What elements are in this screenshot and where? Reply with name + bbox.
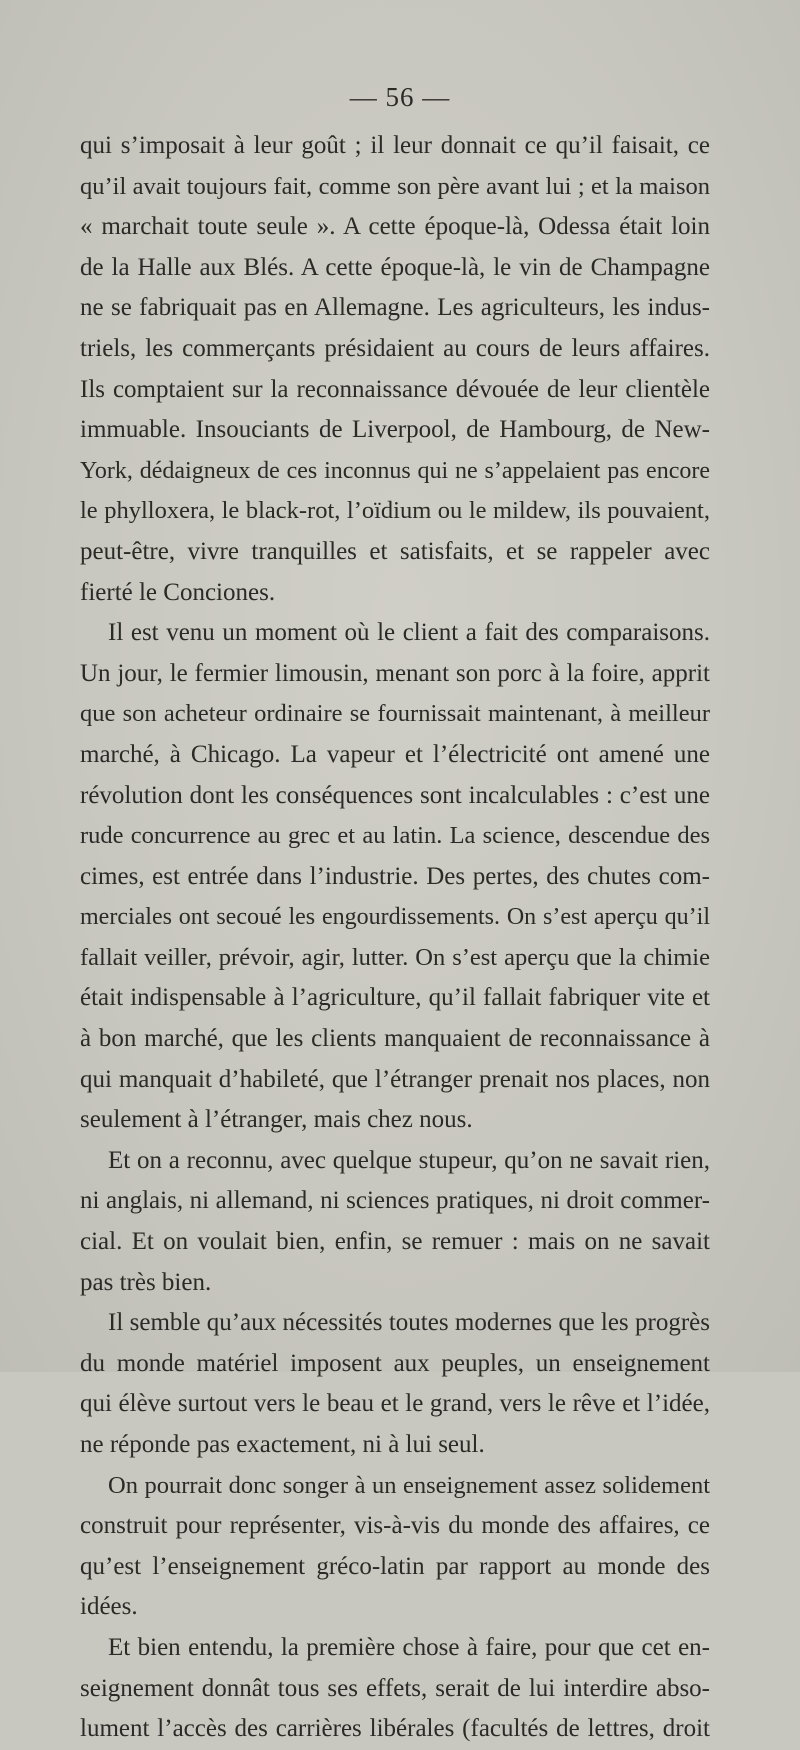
text-line: marché, à Chicago. La vapeur et l’électricité ont amené une (80, 740, 710, 768)
text-line: pas très bien. (80, 1268, 212, 1296)
text-line: fierté le Conciones. (80, 578, 276, 606)
text-line: qui s’imposait à leur goût ; il leur donnait ce qu’il faisait, ce (80, 132, 710, 159)
text-line: Et on a reconnu, avec quelque stupeur, qu’on ne savait rien, (108, 1146, 710, 1174)
text-line: Il est venu un moment où le client a fait des comparaisons. (108, 619, 710, 647)
text-line: qui élève surtout vers le beau et le grand, vers le rêve et l’idée, (80, 1390, 710, 1418)
text-line: était indispensable à l’agriculture, qu’il fallait fabriquer vite et (80, 984, 710, 1012)
page-number: — 56 — (349, 82, 451, 112)
text-line: le phylloxera, le black-rot, l’oïdium ou le mildew, ils pouvaient, (80, 497, 710, 525)
text-line: seulement à l’étranger, mais chez nous. (80, 1106, 473, 1134)
text-line: triels, les commerçants présidaient au cours de leurs affaires. (80, 334, 710, 362)
text-line: peut-être, vivre tranquilles et satisfaits, et se rappeler avec (80, 537, 710, 565)
text-line: à bon marché, que les clients manquaient de reconnaissance à (80, 1025, 710, 1053)
text-line: cimes, est entrée dans l’industrie. Des pertes, des chutes com- (80, 862, 710, 890)
text-line: de la Halle aux Blés. A cette époque-là, le vin de Champagne (80, 253, 710, 281)
text-line: Ils comptaient sur la reconnaissance dévouée de leur clientèle (80, 375, 710, 403)
body-text (80, 126, 710, 1750)
text-line: construit pour représenter, vis-à-vis du monde des affaires, ce (80, 1512, 710, 1540)
text-line: cial. Et on voulait bien, enfin, se remuer : mais on ne savait (80, 1228, 710, 1256)
text-line: ne réponde pas exactement, ni à lui seul. (80, 1431, 485, 1458)
text-line: que son acheteur ordinaire se fournissait maintenant, à meilleur (80, 700, 710, 728)
text-line: qu’il avait toujours fait, comme son père avant lui ; et la maison (80, 172, 710, 200)
text-line: immuable. Insouciants de Liverpool, de Hambourg, de New- (80, 416, 710, 444)
text-line: Il semble qu’aux nécessités toutes modernes que les progrès (108, 1309, 710, 1337)
text-line: merciales ont secoué les engourdissements. On s’est aperçu qu’il (80, 904, 710, 931)
text-line: On pourrait donc songer à un enseignement assez solidement (108, 1471, 710, 1499)
text-line: rude concurrence au grec et au latin. La science, descendue des (80, 822, 710, 850)
text-line: du monde matériel imposent aux peuples, un enseignement (80, 1349, 710, 1377)
text-line: ne se fabriquait pas en Allemagne. Les agriculteurs, les indus- (80, 294, 710, 322)
text-line: « marchait toute seule ». A cette époque-là, Odessa était loin (80, 213, 710, 241)
text-line: York, dédaigneux de ces inconnus qui ne s’appelaient pas encore (80, 457, 710, 484)
text-line: seignement donnât tous ses effets, serait de lui interdire abso- (80, 1674, 710, 1702)
text-line: lument l’accès des carrières libérales (facultés de lettres, droit (80, 1715, 710, 1743)
text-line: fallait veiller, prévoir, agir, lutter. On s’est aperçu que la chimie (80, 943, 710, 971)
text-line: qui manquait d’habileté, que l’étranger prenait nos places, non (80, 1065, 710, 1093)
text-line: idées. (80, 1593, 138, 1621)
text-line: qu’est l’enseignement gréco-latin par rapport au monde des (80, 1552, 710, 1580)
text-line: ni anglais, ni allemand, ni sciences pratiques, ni droit commer- (80, 1187, 710, 1215)
text-line: Un jour, le fermier limousin, menant son porc à la foire, apprit (80, 659, 710, 687)
text-line: révolution dont les conséquences sont incalculables : c’est une (80, 781, 710, 809)
text-line: Et bien entendu, la première chose à faire, pour que cet en- (108, 1633, 710, 1661)
